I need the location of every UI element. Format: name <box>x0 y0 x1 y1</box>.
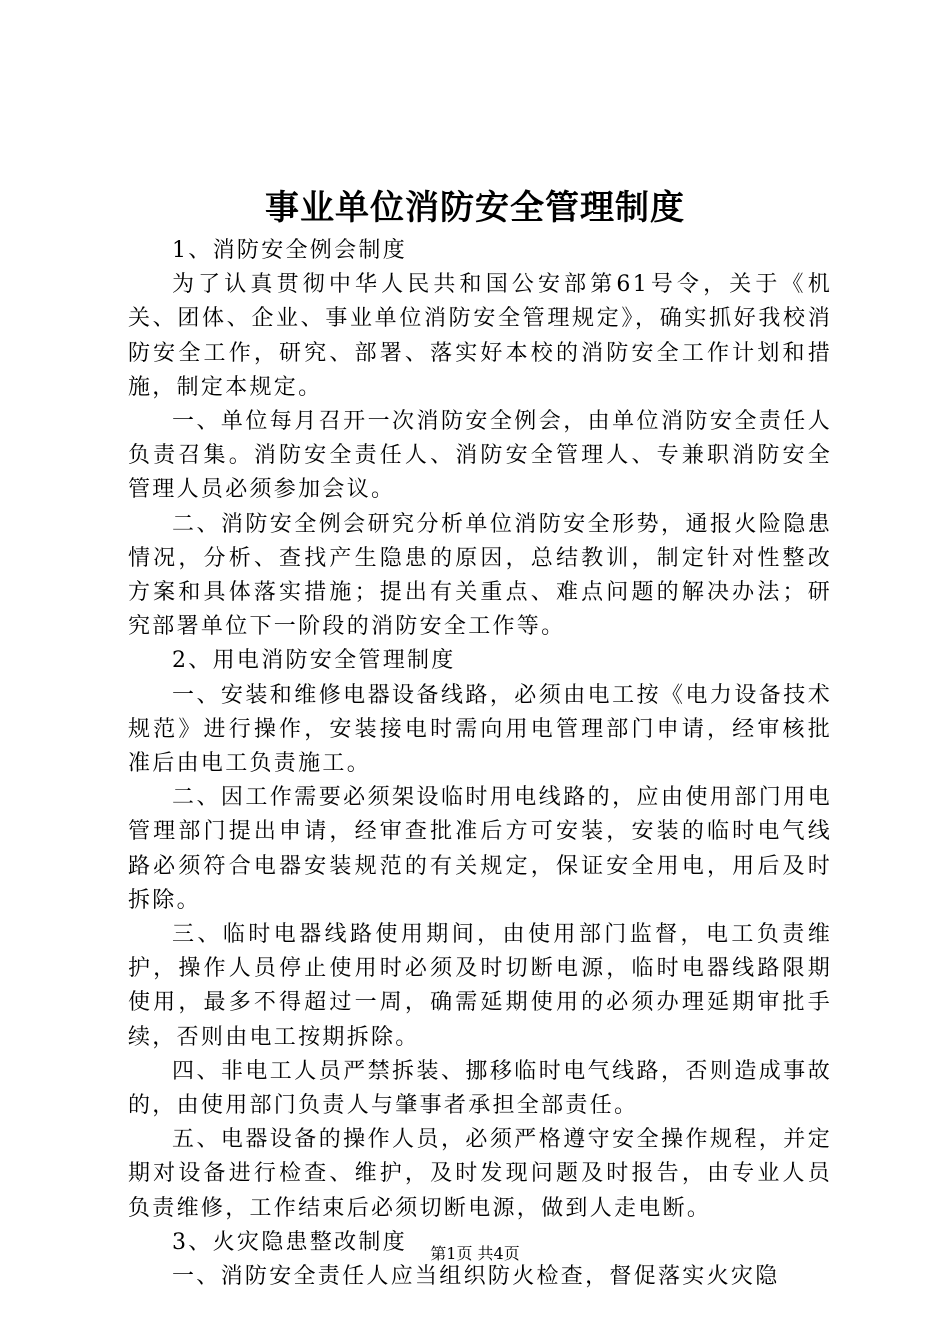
paragraph: 二、因工作需要必须架设临时用电线路的，应由使用部门用电管理部门提出申请，经审查批准后方可安装，安装的临时电气线路必须符合电器安装规范的有关规定，保证安全用电，用后及时拆除。 <box>128 785 832 913</box>
paragraph: 一、单位每月召开一次消防安全例会，由单位消防安全责任人负责召集。消防安全责任人、消防安全管理人、专兼职消防安全管理人员必须参加会议。 <box>128 409 832 503</box>
paragraph: 五、电器设备的操作人员，必须严格遵守安全操作规程，并定期对设备进行检查、维护，及时发现问题及时报告，由专业人员负责维修，工作结束后必须切断电源，做到人走电断。 <box>128 1127 832 1221</box>
section-heading-3: 3、火灾隐患整改制度 <box>172 1229 407 1255</box>
paragraph: 二、消防安全例会研究分析单位消防安全形势，通报火险隐患情况，分析、查找产生隐患的原因，总结教训，制定针对性整改方案和具体落实措施；提出有关重点、难点问题的解决办法；研究部署单位下一阶段的消防安全工作等。 <box>128 511 832 640</box>
paragraph: 三、临时电器线路使用期间，由使用部门监督，电工负责维护，操作人员停止使用时必须及时切断电源，临时电器线路限期使用，最多不得超过一周，确需延期使用的必须办理延期审批手续，否则由电工按期拆除。 <box>128 922 832 1050</box>
paragraph: 一、消防安全责任人应当组织防火检查，督促落实火灾隐 <box>172 1264 780 1290</box>
document-body <box>128 234 832 1294</box>
paragraph: 四、非电工人员严禁拆装、挪移临时电气线路，否则造成事故的，由使用部门负责人与肇事者承担全部责任。 <box>128 1058 832 1119</box>
section-heading-2: 2、用电消防安全管理制度 <box>172 648 456 674</box>
page-footer: 第1页 共4页 <box>430 1244 520 1263</box>
section-heading-1: 1、消防安全例会制度 <box>172 238 407 263</box>
paragraph: 一、安装和维修电器设备线路，必须由电工按《电力设备技术规范》进行操作，安装接电时需向用电管理部门申请，经审核批准后由电工负责施工。 <box>128 682 832 777</box>
document-title: 事业单位消防安全管理制度 <box>265 188 685 228</box>
paragraph: 为了认真贯彻中华人民共和国公安部第61号令，关于《机关、团体、企业、事业单位消防安全管理规定》，确实抓好我校消防安全工作，研究、部署、落实好本校的消防安全工作计划和措施，制定本规定。 <box>128 272 832 400</box>
